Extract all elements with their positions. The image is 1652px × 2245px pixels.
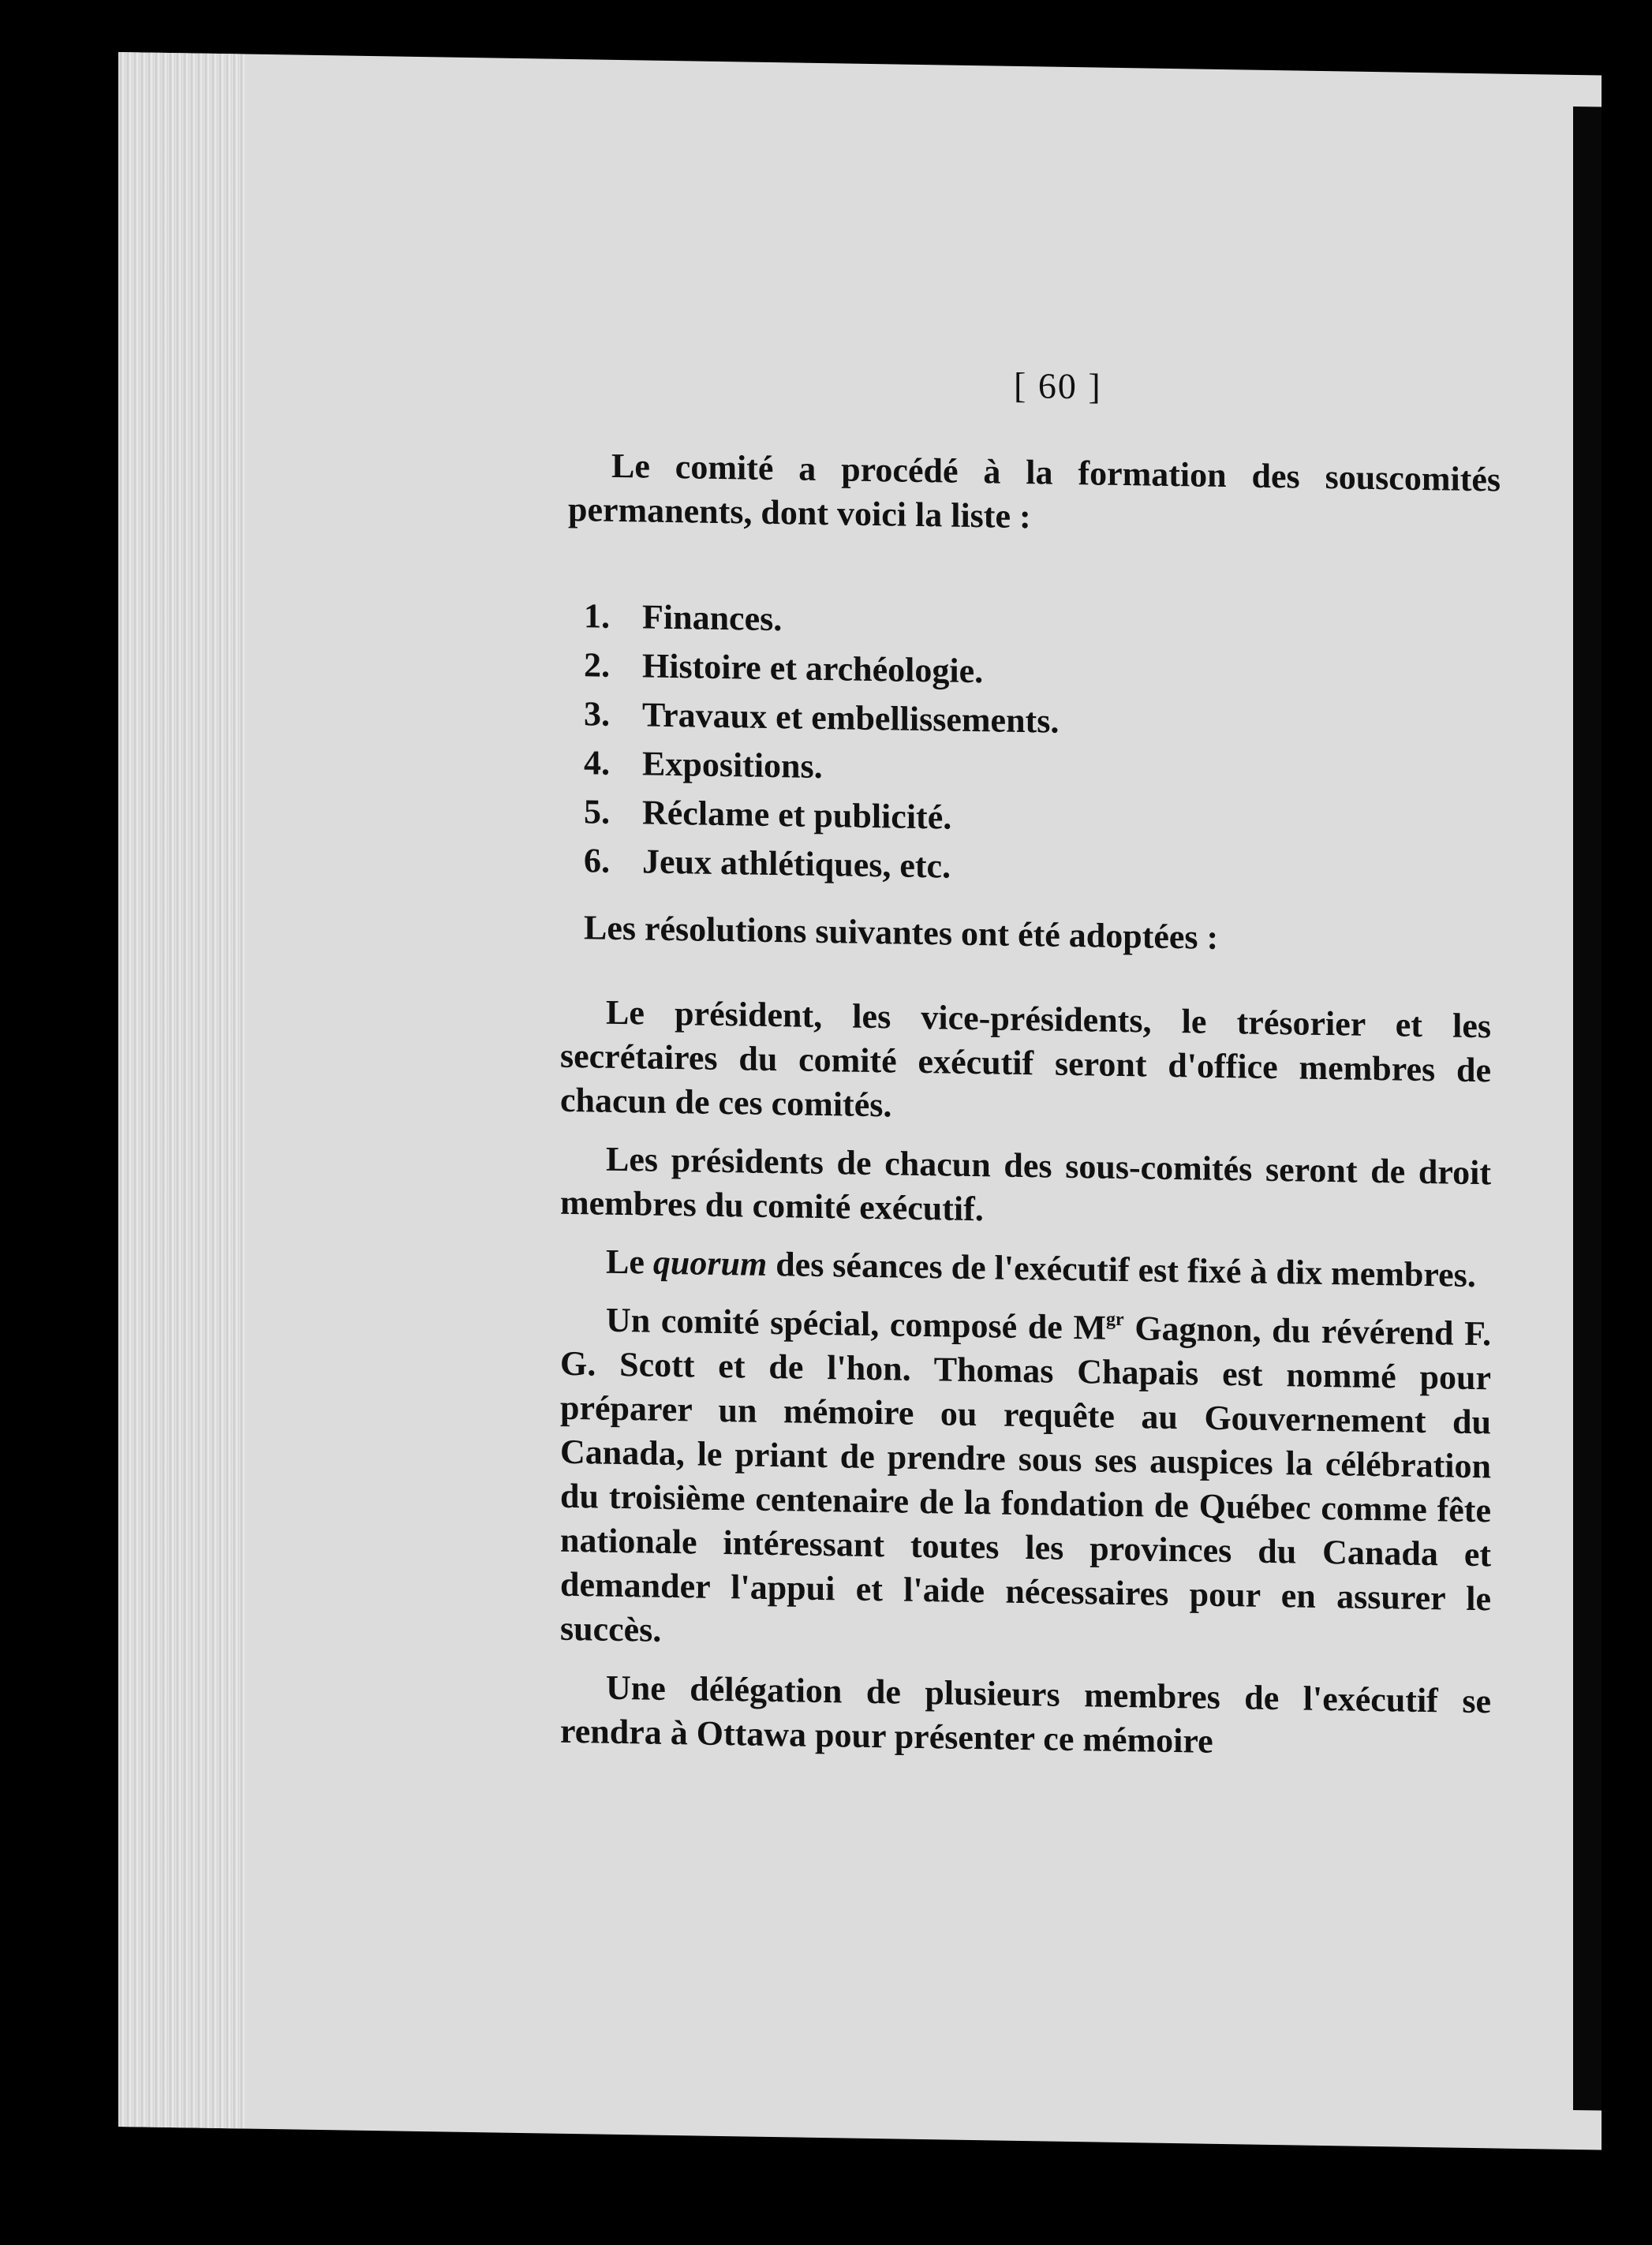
quorum-prefix: Le (606, 1242, 645, 1282)
list-number: 6. (584, 841, 610, 880)
document-page (118, 52, 1602, 2150)
list-number: 2. (584, 645, 610, 685)
committee-list (584, 592, 1215, 895)
intro-text: Le comité a procédé à la formation des souscomités permanents, dont voici la liste : (568, 446, 1501, 536)
paragraph-officers: Le président, les vice-présidents, le trésorier et les secrétaires du comité exécutif seront d'office membres de chacun de ces comités. (560, 992, 1491, 1125)
paragraph-special-committee (560, 1298, 1491, 1666)
paragraph-quorum (560, 1239, 1491, 1298)
quorum-suffix: des séances de l'exécutif est fixé à dix membres. (776, 1245, 1476, 1295)
list-label: Expositions. (642, 744, 823, 786)
monseigneur-superscript: gr (1106, 1309, 1124, 1331)
special-committee-body: Gagnon, du révérend F. G. Scott et de l'hon. Thomas Chapais est nommé pour préparer un mémoire ou requête au Gouvernement du Canada, le priant de prendre sous ses auspices la célébration du troisième centenaire de la fondation de Québec comme fête nationale intéressant toutes les provinces du Canada et demander l'appui et l'aide nécessaires pour en assurer le succès. (560, 1309, 1491, 1649)
resolutions-body (560, 990, 1491, 1783)
list-label: Réclame et publicité. (642, 793, 952, 837)
list-number: 3. (584, 694, 610, 734)
paragraph-presidents: Les présidents de chacun des sous-comités seront de droit membres du comité exécutif. (560, 1139, 1491, 1229)
list-number: 4. (584, 743, 610, 783)
list-label: Travaux et embellissements. (642, 695, 1060, 741)
list-label: Histoire et archéologie. (642, 646, 984, 691)
list-item (584, 836, 1215, 895)
list-label: Finances. (642, 597, 783, 639)
list-number: 5. (584, 792, 610, 831)
page-content (118, 52, 1602, 2150)
paragraph-delegation: Une délégation de plusieurs membres de l'exécutif se rendra à Ottawa pour présenter ce mémoire (560, 1668, 1491, 1761)
list-number: 1. (584, 596, 610, 636)
quorum-term: quorum (652, 1242, 768, 1283)
intro-paragraph (568, 443, 1501, 547)
list-label: Jeux athlétiques, etc. (642, 842, 951, 886)
special-committee-prefix: Un comité spécial, composé de M (606, 1300, 1106, 1347)
resolutions-intro: Les résolutions suivantes ont été adoptées : (584, 908, 1219, 957)
page-number: [ 60 ] (1014, 364, 1102, 407)
